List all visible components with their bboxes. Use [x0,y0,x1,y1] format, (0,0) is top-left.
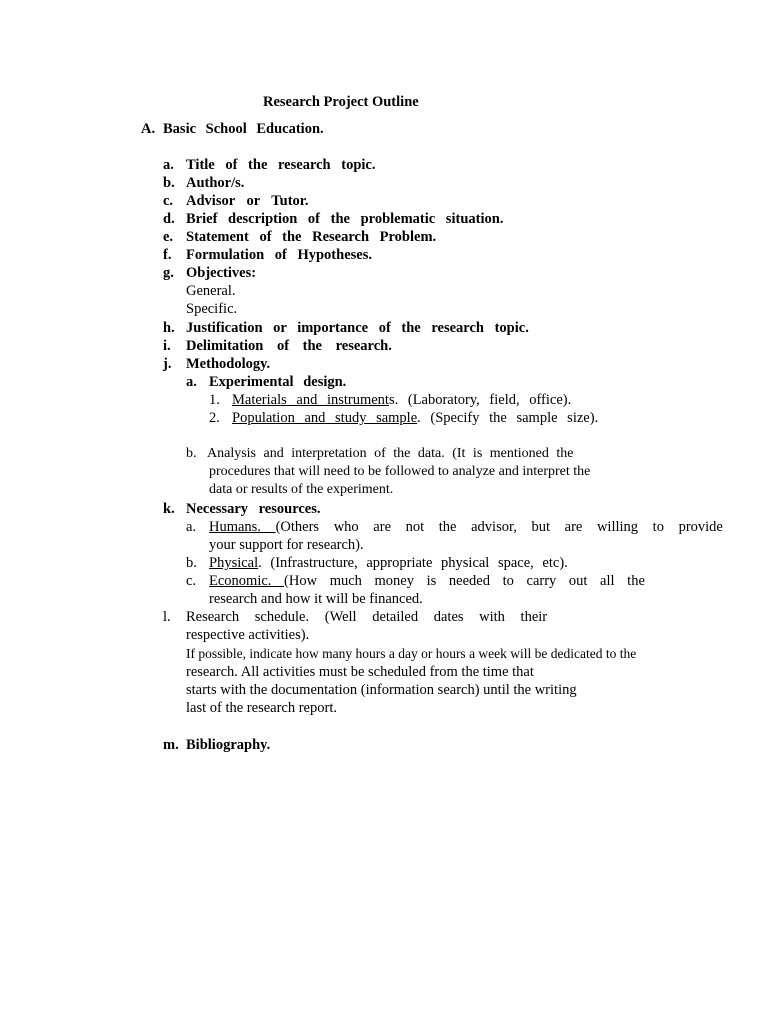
item-h-marker: h. [163,320,175,336]
item-c-marker: c. [163,193,174,209]
page-title: Research Project Outline [263,94,419,110]
population-link-text: Population and study sample [232,410,418,426]
humans-link-text: Humans. [209,519,276,535]
economic-rest-text: (How much money is needed to carry out all the [284,573,645,589]
item-f-marker: f. [163,247,172,263]
section-a-marker: A. [141,121,156,137]
item-a-marker: a. [163,157,174,173]
item-l-line4: research. All activities must be scheduled from the time that [186,664,534,680]
item-k-c-text [209,572,645,590]
item-k-text: Necessary resources. [186,501,321,517]
item-k-a-text [209,518,723,536]
item-k-b-text [209,554,568,572]
item-j-text: Methodology. [186,356,271,372]
item-l-line2: respective activities). [186,627,310,643]
item-f-text: Formulation of Hypotheses. [186,247,372,263]
materials-rest-text: s. (Laboratory, field, office). [388,392,572,408]
physical-link-text: Physical [209,555,259,571]
objective-general: General. [186,283,236,299]
item-b-marker: b. [163,175,175,191]
item-d-text: Brief description of the problematic situation. [186,211,504,227]
item-g-text: Objectives: [186,265,257,281]
item-k-c-line2: research and how it will be financed. [209,591,423,607]
item-a-text: Title of the research topic. [186,157,376,173]
item-e-text: Statement of the Research Problem. [186,229,437,245]
item-b-text: Author/s. [186,175,245,191]
item-j-a1-text [232,391,571,409]
objective-specific: Specific. [186,301,238,317]
humans-rest-text: (Others who are not the advisor, but are willing to provide [275,519,723,535]
item-l-marker: l. [163,609,171,625]
item-l-line3: If possible, indicate how many hours a day or hours a week will be dedicated to the [186,646,637,661]
item-j-b-line1: Analysis and interpretation of the data. (It is mentioned the [207,446,574,461]
item-l-line5: starts with the documentation (information search) until the writing [186,682,577,698]
item-l-line1: Research schedule. (Well detailed dates with their [186,609,548,625]
economic-link-text: Economic. [209,573,285,589]
item-i-marker: i. [163,338,171,354]
item-j-marker: j. [163,356,172,372]
item-g-marker: g. [163,265,174,281]
item-h-text: Justification or importance of the research topic. [186,320,529,336]
item-k-a-line2: your support for research). [209,537,364,553]
item-m-text: Bibliography. [186,737,271,753]
section-a-heading: Basic School Education. [163,121,324,137]
item-j-a-marker: a. [186,374,197,390]
item-j-b-marker: b. [186,446,197,461]
item-j-a-text: Experimental design. [209,374,347,390]
item-k-b-marker: b. [186,555,197,571]
item-e-marker: e. [163,229,174,245]
item-j-a1-marker: 1. [209,392,220,408]
materials-link-text: Materials and instrument [232,392,389,408]
physical-rest-text: . (Infrastructure, appropriate physical space, etc). [258,555,568,571]
item-l-line6: last of the research report. [186,700,337,716]
item-c-text: Advisor or Tutor. [186,193,309,209]
item-d-marker: d. [163,211,175,227]
item-j-a2-text [232,409,598,427]
item-i-text: Delimitation of the research. [186,338,392,354]
item-m-marker: m. [163,737,179,753]
item-j-b-line3: data or results of the experiment. [209,482,394,497]
item-k-a-marker: a. [186,519,197,535]
item-k-marker: k. [163,501,175,517]
population-rest-text: . (Specify the sample size). [417,410,599,426]
item-k-c-marker: c. [186,573,197,589]
item-j-a2-marker: 2. [209,410,220,426]
item-j-b-line2: procedures that will need to be followed to analyze and interpret the [209,464,591,479]
